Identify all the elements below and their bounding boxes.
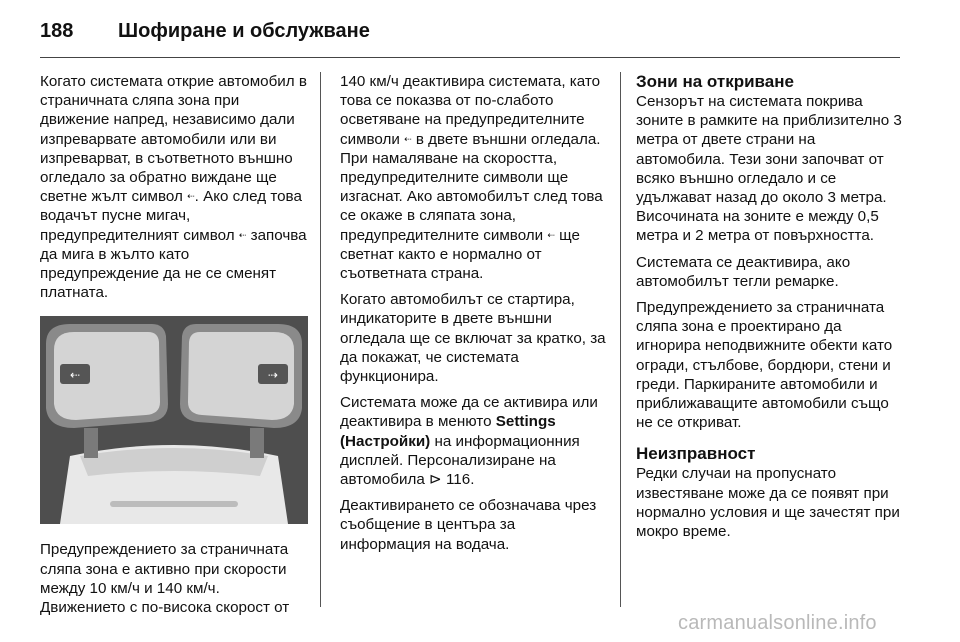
column-divider — [320, 72, 321, 607]
text: в двете външни огледала. При намаляване на скоростта, предупредителните символи ще изгаснат. Ако автомобилът след това се окаже в сляпата зона, предупредителните символи — [340, 130, 603, 244]
svg-text:⇢: ⇢ — [267, 368, 279, 383]
settings-menu-label: Settings (Настройки) — [340, 413, 556, 450]
column-divider — [620, 72, 621, 607]
section-heading-detection-zones: Зони на откриване — [636, 72, 794, 91]
paragraph-activation — [340, 393, 608, 489]
column-3 — [636, 72, 904, 548]
blind-spot-symbol-icon: ⇠ — [187, 191, 195, 202]
page-title: Шофиране и обслужване — [118, 20, 370, 42]
text: . — [470, 471, 475, 489]
text: 140 км/ч деактивира системата, като това се показва от по-слабото осветяване на предупредителните символи — [340, 73, 601, 148]
text: започва да мига в жълто като предупреждение да не се сменят платната. — [40, 226, 307, 302]
column-2 — [340, 72, 608, 561]
page-number: 188 — [40, 20, 74, 42]
watermark: carmanualsonline.info — [678, 612, 877, 634]
paragraph-deactivation-message: Деактивирането се обозначава чрез съобщение в центъра за информация на водача. — [340, 497, 597, 553]
column-1 — [40, 72, 308, 624]
paragraph-malfunction: Редки случаи на пропуснато известяване може да се появят при нормално условия и ще зачестят при мокро време. — [636, 465, 900, 541]
text: ще светнат както е нормално от съответната страна. — [340, 226, 580, 283]
page-ref-icon: ⊳ — [429, 471, 442, 489]
page-header — [40, 12, 900, 56]
paragraph-trailer: Системата се деактивира, ако автомобилът тегли ремарке. — [636, 253, 851, 290]
svg-text:⇠: ⇠ — [69, 368, 81, 383]
paragraph-zones: Сензорът на системата покрива зоните в рамките на приблизително 3 метра от двете страни на автомобила. Тези зони започват от всяко външно огледало и се удължават назад до около 3 метра. Височината на зоните е между 0,5 метра и 2 метра от повърхността. — [636, 93, 902, 245]
paragraph-startup: Когато автомобилът се стартира, индикаторите в двете външни огледала ще се включат за кратко, за да покажат, че системата функционира. — [340, 291, 606, 386]
text: . Ако след това водачът пусне мигач, предупредителният символ — [40, 188, 302, 244]
blind-spot-symbol-icon: ⇠ — [547, 229, 555, 240]
paragraph-ignored-objects: Предупреждението за страничната сляпа зона е проектирано да игнорира неподвижните обекти като огради, стълбове, бордюри, стени и греди. Паркираните автомобили и приближаващите автомобили също не се откриват. — [636, 299, 893, 432]
blind-spot-symbol-icon: ⇠ — [238, 229, 247, 240]
paragraph-warning-symbol — [40, 72, 308, 302]
section-heading-malfunction: Неизправност — [636, 444, 756, 464]
blind-spot-symbol-icon: ⇠ — [404, 133, 412, 144]
text: Системата може да се активира или деактивира в менюто — [340, 394, 598, 431]
text: Когато системата открие автомобил в страничната сляпа зона при движение напред, независимо дали изпреварвате автомобили или ви изпреварват, в съответното външно огледало за обратно виждане ще светне жълт символ — [40, 73, 307, 206]
text: на информационния дисплей. Персонализиране на автомобила — [340, 432, 580, 489]
mirrors-illustration — [40, 316, 308, 524]
header-divider — [40, 57, 900, 58]
page-reference[interactable]: 116 — [445, 471, 471, 489]
mirrors-svg — [40, 316, 308, 524]
paragraph-deactivation-speed — [340, 72, 608, 283]
paragraph-speed-range: Предупреждението за страничната сляпа зона е активно при скорости между 10 км/ч и 140 км/ч. Движението с по-висока скорост от — [40, 541, 290, 617]
